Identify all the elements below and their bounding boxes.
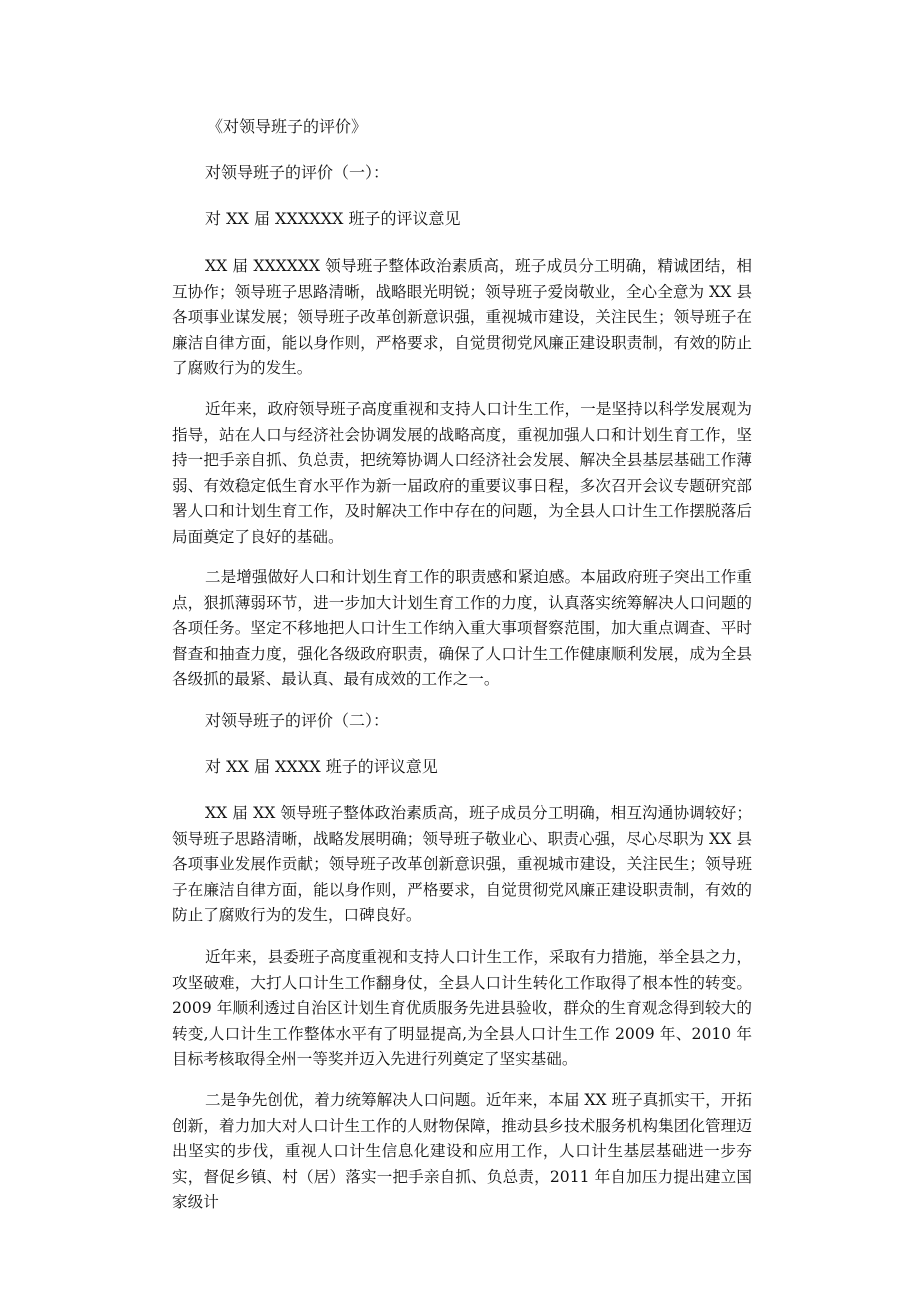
section1-paragraph-3: 二是增强做好人口和计划生育工作的职责感和紧迫感。本届政府班子突出工作重点，狠抓薄弱环节，进一步加大计划生育工作的力度，认真落实统筹解决人口问题的各项任务。坚定不移地把人口计生工作纳入重大事项督察范围，加大重点调查、平时督查和抽查力度，强化各级政府职责，确保了人口计生工作健康顺利发展，成为全县各级抓的最紧、最认真、最有成效的工作之一。 [172, 568, 752, 688]
section1-heading: 对领导班子的评价（一）： [205, 163, 390, 182]
section1-subheading: 对 XX 届 XXXXXX 班子的评议意见 [205, 209, 461, 228]
section1-paragraph-1: XX 届 XXXXXX 领导班子整体政治素质高，班子成员分工明确，精诚团结，相互协作；领导班子思路清晰，战略眼光明锐；领导班子爱岗敬业，全心全意为 XX 县各项事业谋发展；领导班子改革创新意识强，重视城市建设，关注民生；领导班子在廉洁自律方面，能以身作则，严格要求，自觉贯彻党风廉正建设职责制，有效的防止了腐败行为的发生。 [172, 257, 752, 377]
section2-paragraph-1: XX 届 XX 领导班子整体政治素质高，班子成员分工明确，相互沟通协调较好；领导班子思路清晰，战略发展明确；领导班子敬业心、职责心强，尽心尽职为 XX 县各项事业发展作贡献；领导班子改革创新意识强，重视城市建设，关注民生；领导班子在廉洁自律方面，能以身作则，严格要求，自觉贯彻党风廉正建设职责制，有效的防止了腐败行为的发生，口碑良好。 [172, 804, 752, 924]
section1-paragraph-2: 近年来，政府领导班子高度重视和支持人口计生工作，一是坚持以科学发展观为指导，站在人口与经济社会协调发展的战略高度，重视加强人口和计划生育工作，坚持一把手亲自抓、负总责，把统筹协调人口经济社会发展、解决全县基层基础工作薄弱、有效稳定低生育水平作为新一届政府的重要议事日程，多次召开会议专题研究部署人口和计划生育工作，及时解决工作中存在的问题，为全县人口计生工作摆脱落后局面奠定了良好的基础。 [172, 400, 752, 546]
section2-subheading: 对 XX 届 XXXX 班子的评议意见 [205, 757, 438, 776]
section2-heading: 对领导班子的评价（二）： [205, 711, 390, 730]
section2-paragraph-2: 近年来，县委班子高度重视和支持人口计生工作，采取有力措施，举全县之力，攻坚破难，大打人口计生工作翻身仗，全县人口计生转化工作取得了根本性的转变。2009 年顺利透过自治区计划生育优质服务先进县验收，群众的生育观念得到较大的转变,人口计生工作整体水平有了明显提高,为全县人口计生工作 2009 年、2010 年目标考核取得全州一等奖并迈入先进行列奠定了坚实基础。 [172, 948, 752, 1068]
section2-paragraph-3: 二是争先创优，着力统筹解决人口问题。近年来，本届 XX 班子真抓实干，开拓创新，着力加大对人口计生工作的人财物保障，推动县乡技术服务机构集团化管理迈出坚实的步伐，重视人口计生信息化建设和应用工作，人口计生基层基础进一步夯实，督促乡镇、村（居）落实一把手亲自抓、负总责，2011 年自加压力提出建立国家级计 [172, 1091, 752, 1211]
document-title: 《对领导班子的评价》 [207, 117, 368, 136]
